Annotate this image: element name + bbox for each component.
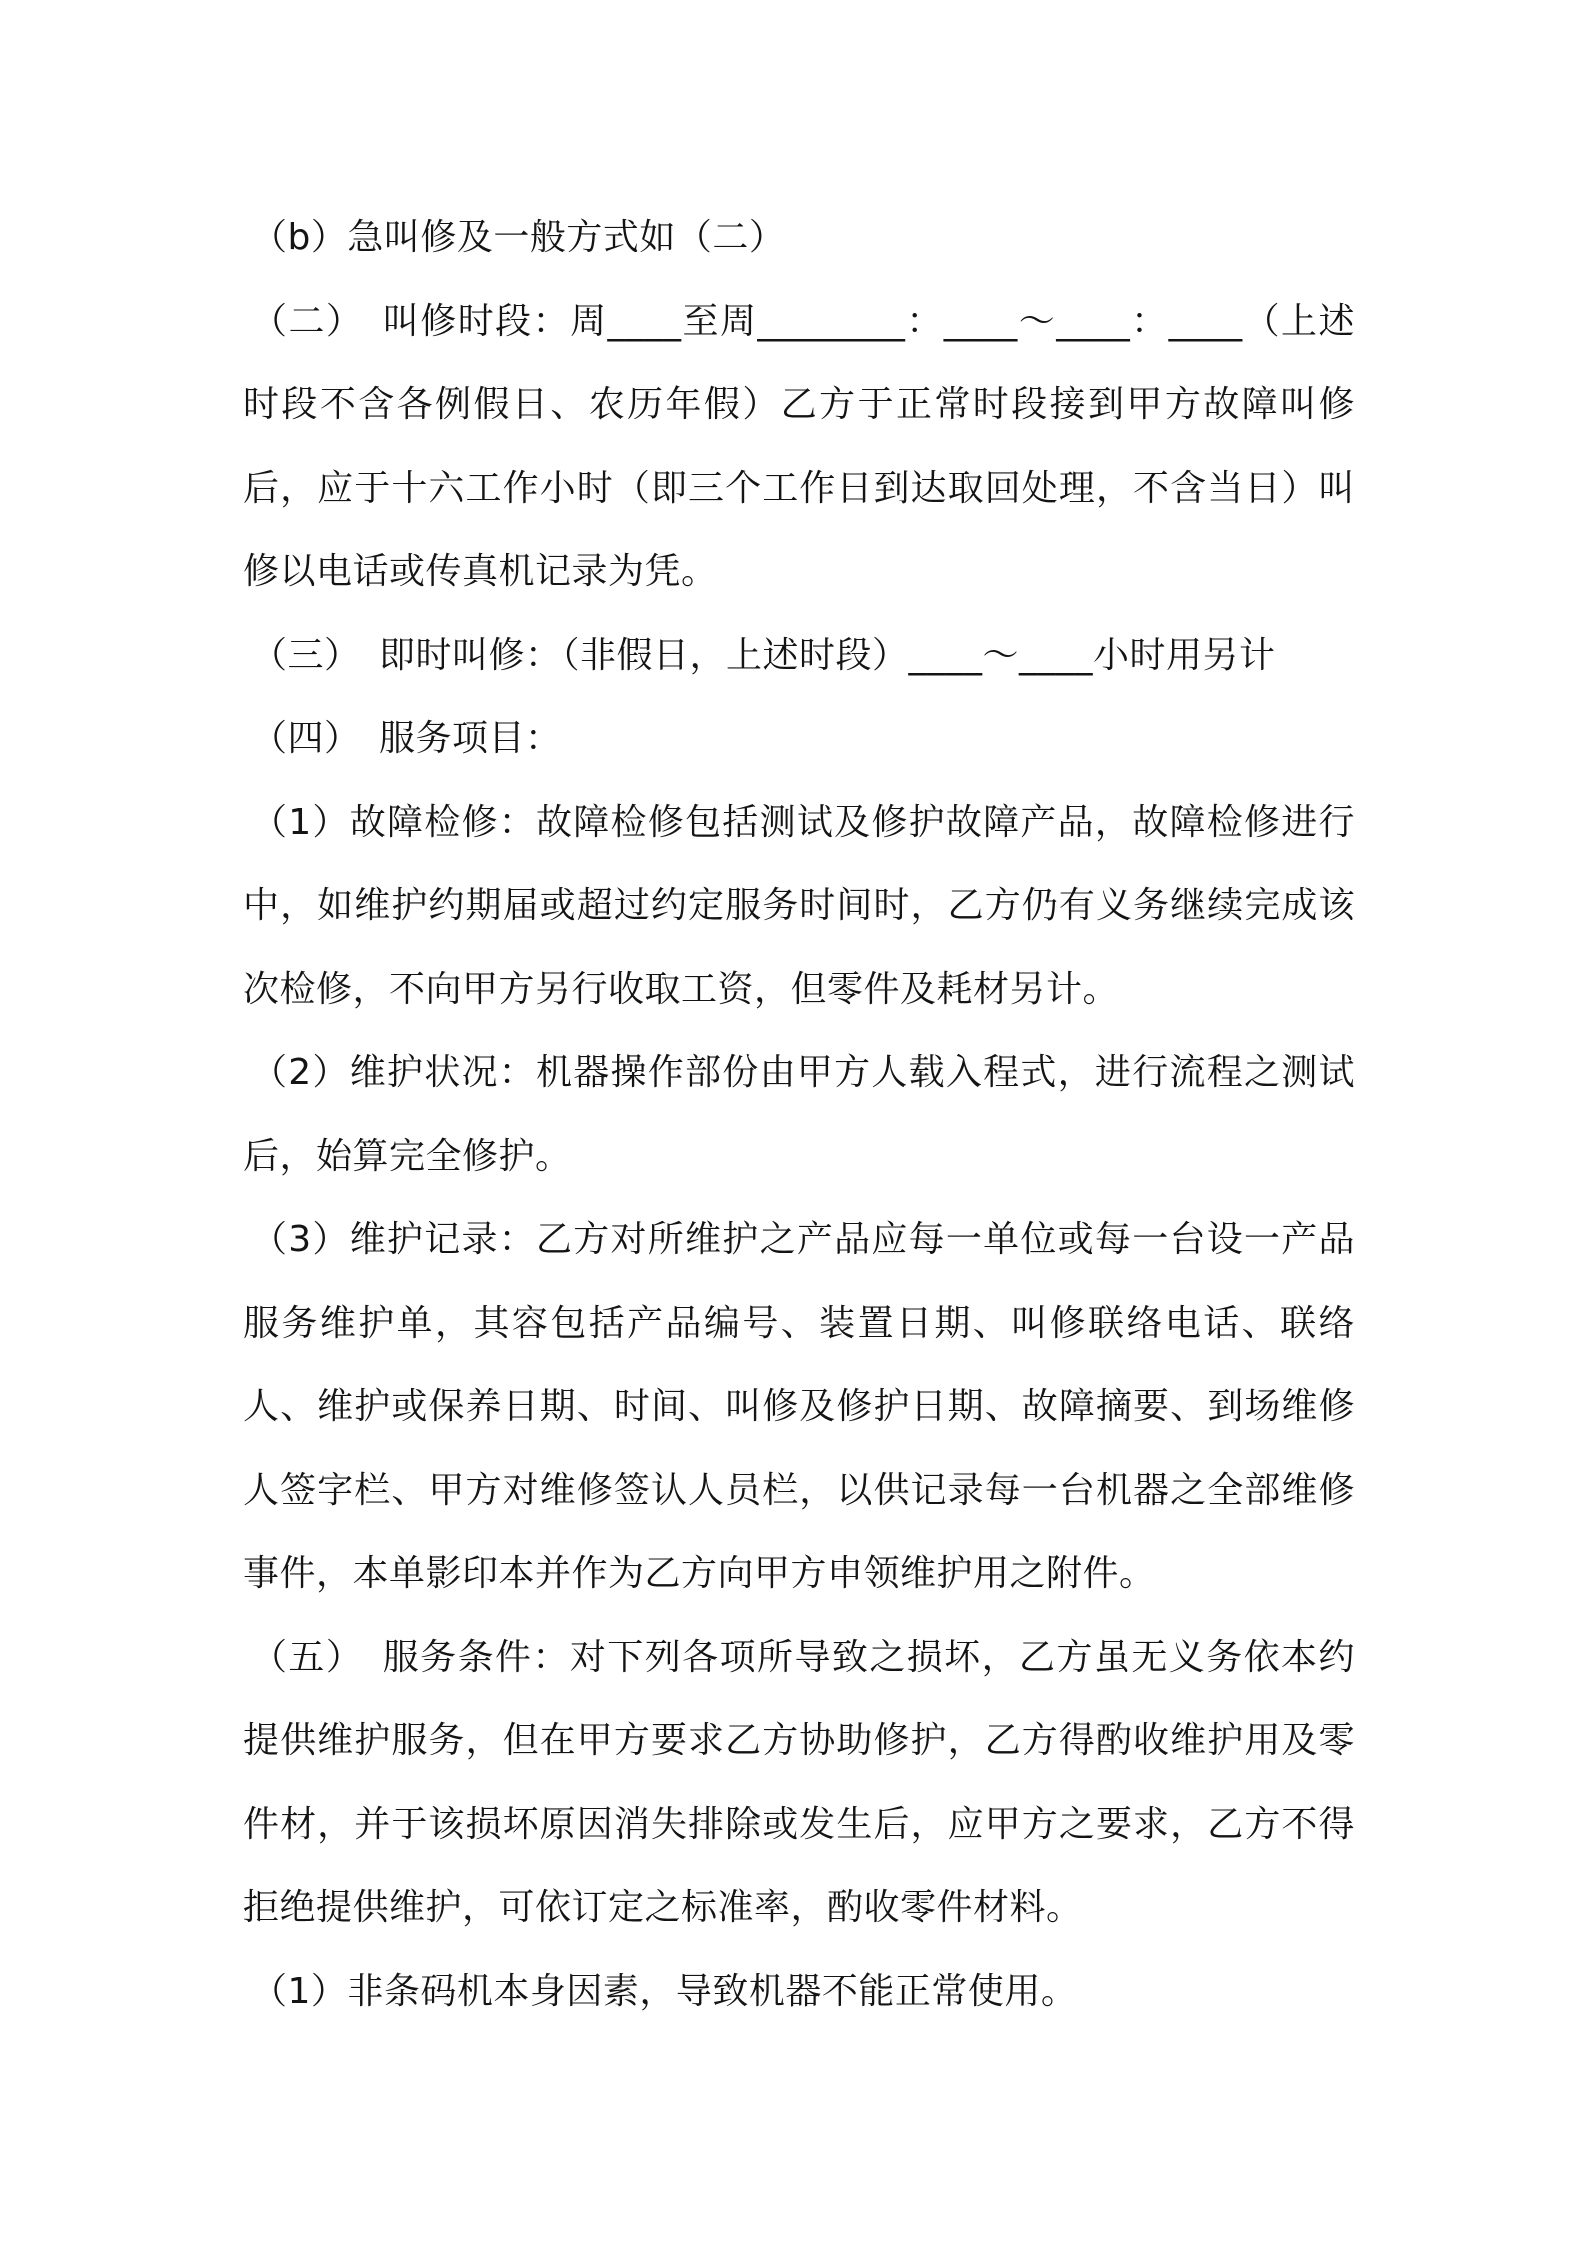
paragraph-maintenance-status: （2）维护状况：机器操作部份由甲方人载入程式，进行流程之测试后，始算完全修护。 xyxy=(243,1052,1355,1177)
document-body xyxy=(243,196,1355,2033)
paragraph-maintenance-record: （3）维护记录：乙方对所维护之产品应每一单位或每一台设一产品服务维护单，其容包括产品编号、装置日期、叫修联络电话、联络人、维护或保养日期、时间、叫修及修护日期、故障摘要、到场维修人签字栏、甲方对维修签认人员栏，以供记录每一台机器之全部维修事件，本单影印本并作为乙方向甲方申领维护用之附件。 xyxy=(243,1219,1355,1594)
paragraph-service-conditions: （五） 服务条件：对下列各项所导致之损坏，乙方虽无义务依本约提供维护服务，但在甲方要求乙方协助修护，乙方得酌收维护用及零件材，并于该损坏原因消失排除或发生后，应甲方之要求，乙方不得拒绝提供维护，可依订定之标准率，酌收零件材料。 xyxy=(243,1636,1355,1928)
paragraph-fault-repair: （1）故障检修：故障检修包括测试及修护故障产品，故障检修进行中，如维护约期届或超过约定服务时间时，乙方仍有义务继续完成该次检修，不向甲方另行收取工资，但零件及耗材另计。 xyxy=(243,801,1355,1010)
paragraph-call-period: （二） 叫修时段：周____至周________：____～____：____（上述时段不含各例假日、农历年假）乙方于正常时段接到甲方故障叫修后，应于十六工作小时（即三个工作日到达取回处理，不含当日）叫修以电话或传真机记录为凭。 xyxy=(243,300,1355,592)
paragraph-service-items-heading: （四） 服务项目： xyxy=(251,718,562,759)
paragraph-instant-call: （三） 即时叫修：（非假日，上述时段）____～____小时用另计 xyxy=(251,634,1276,676)
paragraph-repair-method: （b）急叫修及一般方式如（二） xyxy=(251,217,786,258)
paragraph-condition-item-1: （1）非条码机本身因素，导致机器不能正常使用。 xyxy=(251,1970,1078,2012)
